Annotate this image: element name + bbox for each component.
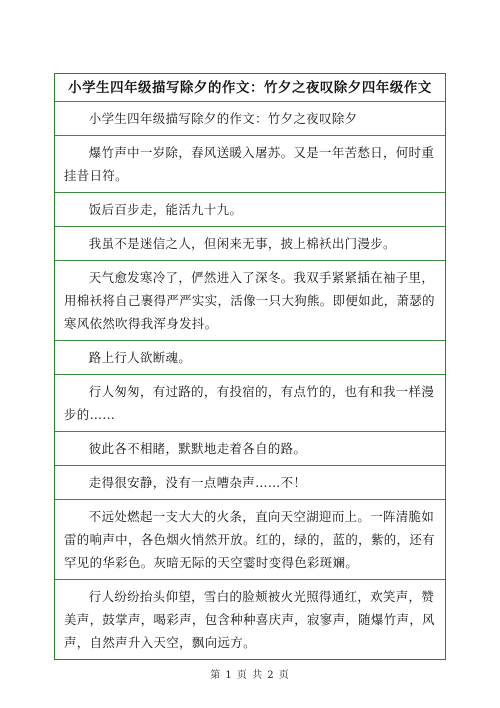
essay-paragraph: 饭后百步走，能活九十九。 (55, 193, 445, 227)
essay-paragraph: 行人匆匆，有过路的，有投宿的，有点竹的，也有和我一样漫步的…… (55, 375, 445, 432)
essay-paragraph: 行人纷纷抬头仰望，雪白的脸颊被火光照得通红，欢笑声，赞美声，鼓掌声，喝彩声，包含种种喜庆声，寂寥声，随爆竹声，风声，自然声升入天空，飘向远方。 (64, 589, 435, 650)
essay-paragraph: 走得很安静，没有一点嘈杂声……不！ (55, 466, 445, 500)
essay-title: 小学生四年级描写除夕的作文：竹夕之夜叹除夕四年级作文 (55, 74, 445, 102)
essay-paragraph: 天气愈发寒冷了，俨然进入了深冬。我双手紧紧插在袖子里，用棉袄将自己裹得严严实实，活像一只大狗熊。即便如此，萧瑟的寒风依然吹得我浑身发抖。 (55, 261, 445, 341)
essay-paragraph: 我虽不是迷信之人，但闲来无事，披上棉袄出门漫步。 (55, 227, 445, 261)
essay-subtitle: 小学生四年级描写除夕的作文：竹夕之夜叹除夕 (55, 102, 445, 136)
essay-table (54, 73, 446, 660)
essay-paragraph: 彼此各不相睹，默默地走着各自的路。 (55, 432, 445, 466)
essay-paragraph: 路上行人欲断魂。 (55, 341, 445, 375)
essay-paragraph: 不远处燃起一支大大的火条，直向天空湖迎而上。一阵清脆如雷的响声中，各色烟火悄然开放。红的，绿的，蓝的，紫的，还有罕见的华彩色。灰暗无际的天空霎时变得色彩斑斓。 (55, 500, 445, 580)
page-number-footer: 第 1 页 共 2 页 (210, 670, 290, 681)
essay-paragraph: 爆竹声中一岁除，春风送暖入屠苏。又是一年苦愁日，何时重挂昔日符。 (55, 136, 445, 193)
